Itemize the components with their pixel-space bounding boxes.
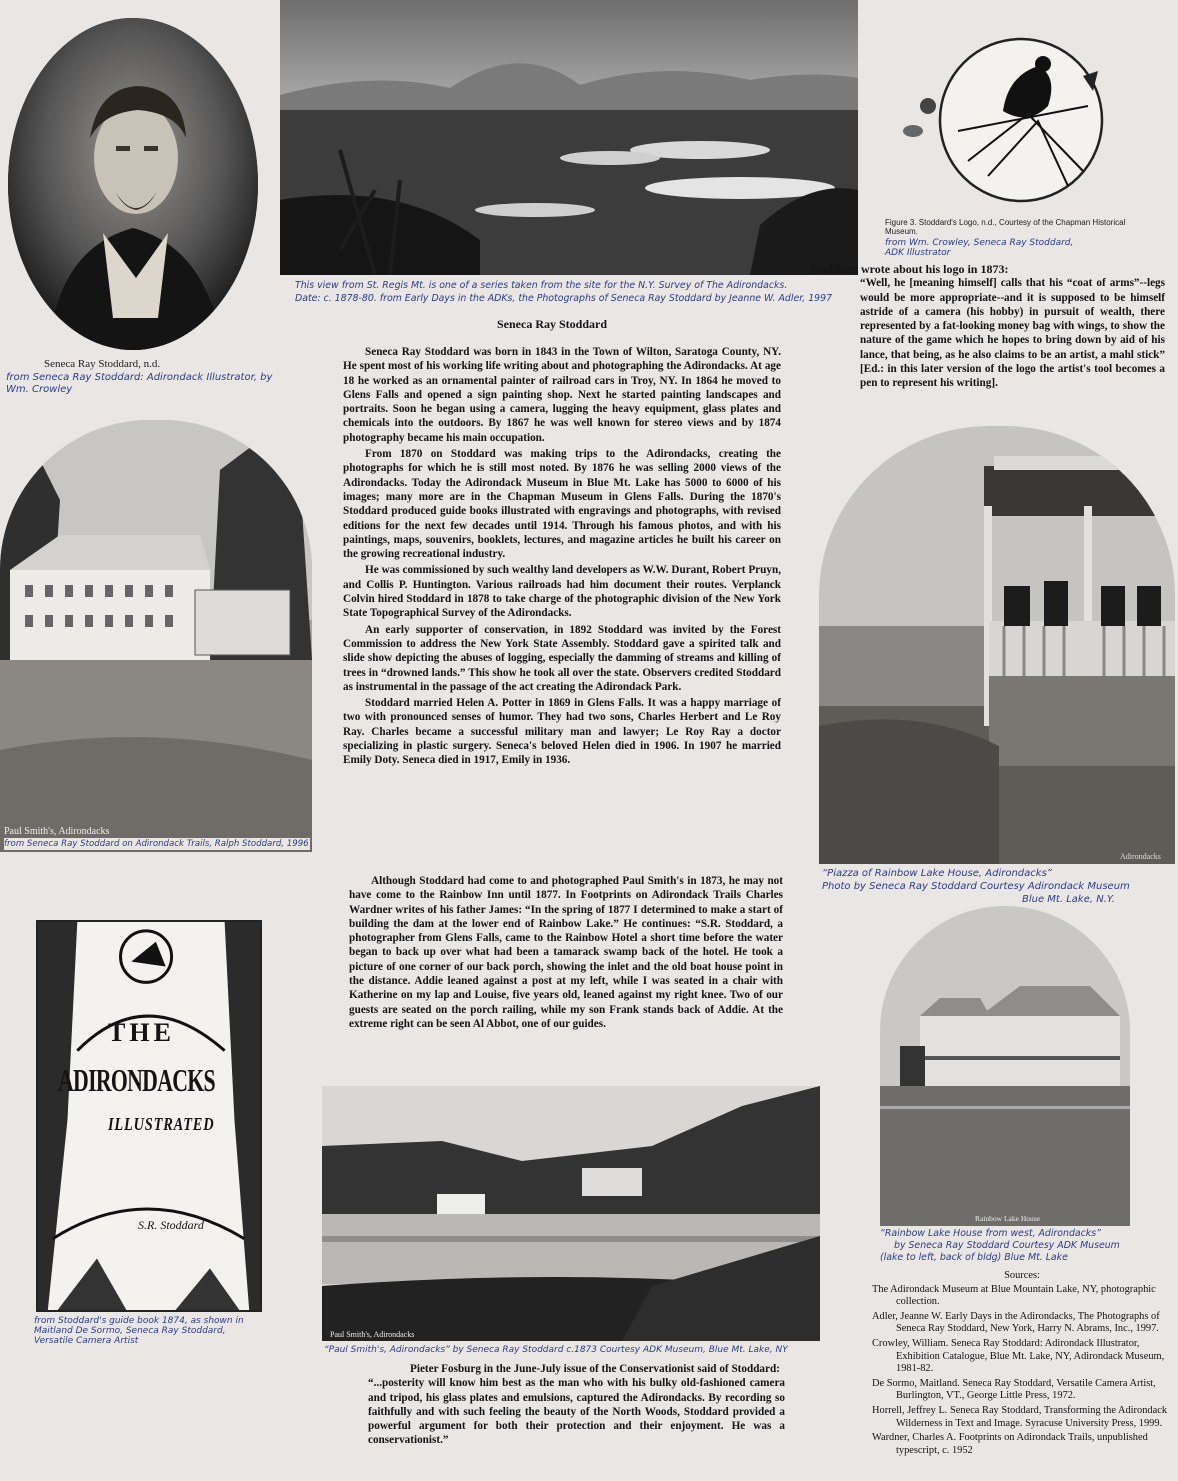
- article-title: Seneca Ray Stoddard: [497, 317, 608, 331]
- rainbow-house-note-1: “Rainbow Lake House from west, Adirondacks”: [880, 1228, 1101, 1239]
- mountain-view-note-1: This view from St. Regis Mt. is one of a series taken from the site for the N.Y. Survey of The Adirondacks.: [295, 280, 788, 291]
- portrait-image: [8, 18, 258, 350]
- logo-note: from Wm. Crowley, Seneca Ray Stoddard, ADK Illustrator: [885, 238, 1074, 258]
- source-item: Horrell, Jeffrey L. Seneca Ray Stoddard, Transforming the Adirondack Wilderness in Text and Image. Syracuse University Press, 1999.: [872, 1404, 1168, 1429]
- sources: [872, 1270, 1172, 1459]
- article-paragraph-3: He was commissioned by such wealthy land developers as W.W. Durant, Robert Pruyn, and Collis P. Huntington. Various railroads had him document their routes. Verplanck Colvin hired Stoddard in 1878 to take charge of the photographic division of the New York State Topographical Survey of the Adirondacks.: [343, 564, 781, 620]
- rainbow-house-photo: [880, 906, 1130, 1226]
- rainbow-house-note-3: (lake to left, back of bldg) Blue Mt. Lake: [880, 1252, 1068, 1263]
- paul-smith-paragraph: [349, 874, 783, 1031]
- hotel-note: from Seneca Ray Stoddard on Adirondack Trails, Ralph Stoddard, 1996: [4, 839, 309, 849]
- logo-quote-body: “Well, he [meaning himself] calls that his “coat of arms”--legs would be more appropriate--and it is supposed to be himself astride of a camera (his hobby) in pursuit of wealth, there represented by a fat-looking money bag with wings, to show the nature of the game which he hopes to bring down by aid of his lance, that being, as he also claims to be an artist, a mahl stick” [Ed.: in this later version of the logo the artist's tool becomes a pen to represent his writing].: [860, 277, 1165, 390]
- lake-printed-caption: Paul Smith's, Adirondacks: [330, 1330, 415, 1339]
- portrait-photo: [8, 18, 258, 350]
- hotel-image: [0, 420, 312, 852]
- logo-image: [888, 36, 1158, 204]
- article-paragraph-2: From 1870 on Stoddard was making trips to the Adirondacks, creating the photographs for which he is still most noted. By 1876 he was selling 2000 views of the Adirondacks. Today the Adirondack Museum in Blue Mt. Lake has 5000 to 6000 of his images; many more are in the Chapman Museum in Glens Falls. During the 1870's Stoddard produced guide books illustrated with engravings and photographs, with revised editions for the next few decades until 1914. Through his famous photos, and with his paintings, maps, souvenirs, booklets, lectures, and magazine articles he built his career on the growing recreational industry.: [343, 448, 781, 561]
- source-item: The Adirondack Museum at Blue Mountain Lake, NY, photographic collection.: [872, 1283, 1156, 1308]
- mountain-view-image: [280, 0, 858, 275]
- mountain-view-note-2: Date: c. 1878-80. from Early Days in the ADKs, the Photographs of Seneca Ray Stoddard by Jeanne W. Adler, 1997: [295, 293, 833, 304]
- book-title-main: ADIRONDACKS: [58, 1062, 215, 1098]
- article-paragraph-1: Seneca Ray Stoddard was born in 1843 in the Town of Wilton, Saratoga County, NY. He spent most of his working life writing about and photographing the Adirondacks. At age 18 he worked as an ornamental painter of railroad cars in Troy, NY. In 1864 he moved to Glens Falls and opened a sign painting shop. Next he started painting landscapes and portraits. Soon he began using a camera, lugging the heavy equipment, glass plates and chemicals into the outdoors. By 1867 he was well known for stereo views and by 1874 photography became his main occupation.: [343, 346, 781, 444]
- logo-quote-lead: Stoddard wrote about his logo in 1873:: [810, 262, 1009, 276]
- portrait-caption: Seneca Ray Stoddard, n.d.: [44, 358, 161, 370]
- piazza-note-1: “Piazza of Rainbow Lake House, Adirondacks”: [822, 868, 1052, 879]
- piazza-photo: [819, 426, 1175, 864]
- mountain-view-photo: [280, 0, 858, 275]
- rainbow-house-printed-caption: Rainbow Lake House: [975, 1214, 1040, 1223]
- fosburg-lead: Pieter Fosburg in the June-July issue of the Conservationist said of Stoddard:: [410, 1363, 780, 1375]
- source-item: Wardner, Charles A. Footprints on Adirondack Trails, unpublished typescript, c. 1952: [872, 1432, 1148, 1456]
- piazza-printed-caption: Adirondacks: [1120, 852, 1161, 861]
- book-title-sub: ILLUSTRATED: [108, 1114, 215, 1134]
- piazza-note-3: Blue Mt. Lake, N.Y.: [1022, 894, 1115, 905]
- rainbow-house-image: [880, 906, 1130, 1226]
- lake-note: “Paul Smith's, Adirondacks” by Seneca Ray Stoddard c.1873 Courtesy ADK Museum, Blue Mt. Lake, NY: [324, 1345, 788, 1355]
- article-paragraph-4: An early supporter of conservation, in 1892 Stoddard was invited by the Forest Commission to address the New York State Assembly. Stoddard gave a spirited talk and slide show depicting the abuses of logging, especially the damming of streams and killing of trees in “drowned lands.” This show he took all over the state. Observers credited Stoddard as instrumental in the passage of the act creating the Adirondack Park.: [343, 623, 781, 693]
- hotel-photo: [0, 420, 312, 852]
- lake-image: [322, 1086, 820, 1341]
- fosburg-quote-text: “...posterity will know him best as the man who with his bulky old-fashioned camera and tripod, his glass plates and emulsions, captured the Adirondacks. By recording so faithfully and with such feeling the beauty of the North Woods, Stoddard provided a powerful argument for both their protection and their enjoyment. He was a conservationist.”: [368, 1377, 785, 1447]
- book-cover: [36, 920, 262, 1312]
- piazza-note-2: Photo by Seneca Ray Stoddard Courtesy Adirondack Museum: [822, 881, 1130, 892]
- book-author: S.R. Stoddard: [138, 1218, 204, 1232]
- fosburg-quote: [360, 1362, 785, 1448]
- logo-figure: [888, 36, 1158, 204]
- lake-photo: [322, 1086, 820, 1341]
- sources-heading: Sources:: [1004, 1270, 1040, 1281]
- portrait-note: from Seneca Ray Stoddard: Adirondack Illustrator, by Wm. Crowley: [6, 372, 273, 395]
- piazza-image: [819, 426, 1175, 864]
- source-item: De Sormo, Maitland. Seneca Ray Stoddard, Versatile Camera Artist, Burlington, VT., George Little Press, 1972.: [872, 1377, 1156, 1402]
- source-item: Crowley, William. Seneca Ray Stoddard: Adirondack Illustrator, Exhibition Catalogue, Blue Mt. Lake, NY, Adirondack Museum, 1981-82.: [872, 1337, 1165, 1375]
- article-paragraph-5: Stoddard married Helen A. Potter in 1869 in Glens Falls. It was a happy marriage of two with pronounced senses of humor. They had two sons, Charles Herbert and Le Roy Ray. Charles became a successful military man and lawyer; Le Roy Ray a doctor specializing in plastic surgery. Seneca's beloved Helen died in 1906. In 1907 he married Emily Doty. Seneca died in 1917, Emily in 1936.: [343, 697, 781, 767]
- logo-figure-caption: Figure 3. Stoddard's Logo, n.d., Courtesy of the Chapman Historical Museum.: [885, 218, 1126, 236]
- article-body: [343, 345, 781, 770]
- hotel-printed-caption: Paul Smith's, Adirondacks: [4, 826, 110, 837]
- logo-quote: [810, 262, 1165, 391]
- source-item: Adler, Jeanne W. Early Days in the Adirondacks, The Photographs of Seneca Ray Stoddard, New York, Harry N. Abrams, Inc., 1997.: [872, 1310, 1160, 1335]
- rainbow-house-note-2: by Seneca Ray Stoddard Courtesy ADK Museum: [894, 1240, 1120, 1251]
- book-title-the: THE: [108, 1018, 175, 1047]
- paul-smith-text: Although Stoddard had come to and photographed Paul Smith's in 1873, he may not have come to the Rainbow Inn until 1877. In Footprints on Adirondack Trails Charles Wardner writes of his father James: “In the spring of 1877 I determined to make a start of building the dam at the lower end of Rainbow Lake.” He continues: “S.R. Stoddard, a photographer from Glens Falls, came to the Rainbow Hotel a short time before the water began to back up over what had been a tamarack swamp back of the hotel. He took a picture of one corner of our back porch, showing the inlet and the old boat house point in the distance. Addie leaned against a post at my left, while I was seated in a chair with Katherine on my lap and Louise, five years old, leaned against my right knee. Two of our guests are seated on the porch railing, while my son Frank stands back of Addie. At the extreme right can be seen Al Abbot, one of our guides.: [349, 875, 783, 1030]
- book-cover-note: from Stoddard's guide book 1874, as shown in Maitland De Sormo, Seneca Ray Stoddard, Versatile Camera Artist: [34, 1316, 244, 1346]
